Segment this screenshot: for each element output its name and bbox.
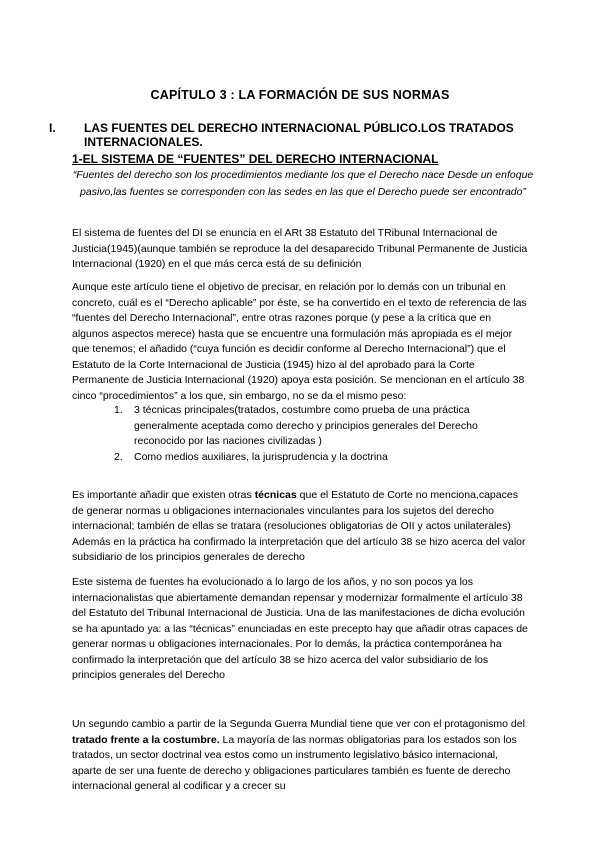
section-title: LAS FUENTES DEL DERECHO INTERNACIONAL PÚBLICO.LOS TRATADOS INTERNACIONALES. <box>84 121 514 149</box>
section-number: I. <box>49 121 56 135</box>
section-heading <box>49 121 544 149</box>
paragraph-5-bold: tratado frente a la costumbre. <box>72 733 220 746</box>
paragraph-3-bold: técnicas <box>254 489 297 501</box>
list-item-text: 3 técnicas principales(tratados, costumbre como prueba de una práctica generalmente aceptada como derecho y principios generales del Derecho reconocido por las naciones civilizadas ) <box>134 404 478 447</box>
sources-list <box>72 403 530 465</box>
paragraph-3-start: Es importante añadir que existen otras <box>72 489 255 501</box>
paragraph-1: El sistema de fuentes del DI se enuncia en el ARt 38 Estatuto del TRibunal Internacional de Justicia(1945)(aunque también se reproduce la del desaparecido Tribunal Permanente de Justicia Internacional (1920) en el que más cerca está de su definición <box>72 227 528 270</box>
list-marker: 1. <box>114 404 123 416</box>
paragraph-3 <box>72 488 530 566</box>
list-item-text: Como medios auxiliares, la jurisprudencia y la doctrina <box>134 450 388 463</box>
subsection-heading: 1-EL SISTEMA DE “FUENTES” DEL DERECHO INTERNACIONAL <box>72 152 439 166</box>
paragraph-2: Aunque este artículo tiene el objetivo de precisar, en relación por lo demás con un tribunal en concreto, cuál es el “Derecho aplicable” por éste, se ha convertido en el texto de referencia de las “fuentes del Derecho Internacional”, entre otras razones porque (y pese a la crítica que en algunos aspectos merece) hasta que se encuentre una formulación más apropiada es el mejor que tenemos; el añadido (“cuya función es decidir conforme al Derecho Internacional”) que el Estatuto de la Corte Internacional de Justicia (1945) hizo al del aprobado para la Corte Permanente de Justicia Internacional (1920) apoya esta posición. Se mencionan en el artículo 38 cinco “procedimientos” a los que, sin embargo, no se da el mismo peso: <box>72 281 527 402</box>
list-marker: 2. <box>114 450 123 463</box>
list-item <box>72 450 530 466</box>
paragraph-3-end: que el Estatuto de Corte no menciona,capaces de generar normas u obligaciones internacionales vinculantes para los sujetos del derecho internacional; también de ellas se tratara (resoluciones obligatorias de OII y actos unilaterales) Además en la práctica ha confirmado la interpretación que del artículo 38 se hizo acerca del valor subsidiario de los principios generales de derecho <box>72 489 526 563</box>
paragraph-5-end: La mayoría de las normas obligatorias para los estados son los tratados, un sector doctrinal vea estos como un instrumento legislativo básico internacional, aparte de ser una fuente de derecho y obligaciones particulares también es fuente de derecho internacional general al codificar y a crecer su <box>72 733 517 792</box>
paragraph-4: Este sistema de fuentes ha evolucionado a lo largo de los años, y no son pocos ya los internacionalistas que abiertamente demandan repensar y modernizar formalmente el artículo 38 del Estatuto del Tribunal Internacional de Justicia. Una de las manifestaciones de dicha evolución se ha apuntado ya: a las “técnicas” enunciadas en este precepto hay que añadir otras capaces de generar normas u obligaciones internacionales. Por lo demás, la práctica contemporánea ha confirmado la interpretación que del artículo 38 se hizo acerca del valor subsidiario de los principios generales del Derecho <box>72 576 528 681</box>
definition-quote: “Fuentes del derecho son los procedimientos mediante los que el Derecho nace Desde un enfoque pasivo,las fuentes se corresponden con las sedes en las que el Derecho puede ser encontrado” <box>72 169 534 198</box>
list-item <box>72 403 530 450</box>
paragraph-5 <box>72 717 530 795</box>
paragraph-5-start: Un segundo cambio a partir de la Segunda Guerra Mundial tiene que ver con el protagonismo del <box>72 718 525 730</box>
chapter-title: CAPÍTULO 3 : LA FORMACIÓN DE SUS NORMAS <box>150 88 450 102</box>
